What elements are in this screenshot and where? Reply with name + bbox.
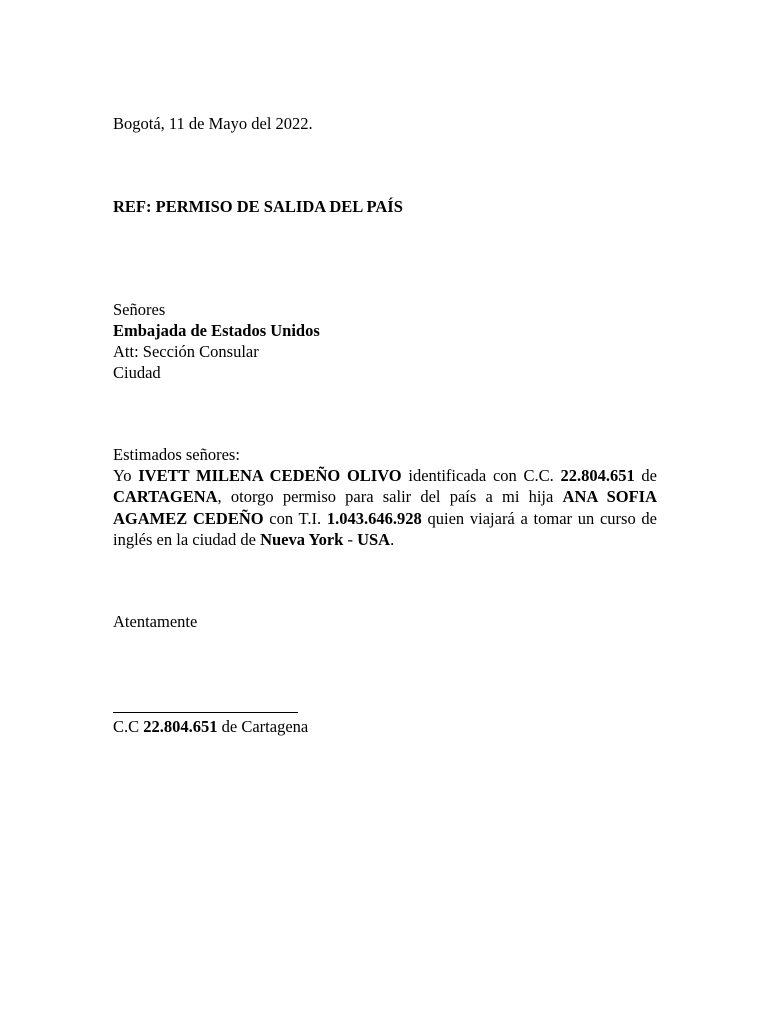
letter-body (113, 465, 657, 550)
closing: Atentamente (113, 612, 198, 631)
recipient-attention: Att: Sección Consular (113, 342, 259, 361)
signature-prefix: C.C (113, 717, 144, 736)
destination-country: USA (357, 529, 391, 549)
id-issue-city: CARTAGENA (113, 487, 218, 507)
body-text: de (634, 466, 658, 485)
mother-name: IVETT MILENA CEDEÑO OLIVO (138, 466, 402, 485)
destination-city: Nueva York (260, 529, 344, 549)
signature-line (113, 712, 298, 713)
body-text: - (343, 529, 358, 549)
signature-id-number: 22.804.651 (143, 717, 218, 736)
body-text: identificada con C.C. (401, 466, 561, 485)
body-text: con T.I. (263, 508, 327, 528)
date-line: Bogotá, 11 de Mayo del 2022. (113, 114, 313, 133)
mother-id-number: 22.804.651 (560, 466, 635, 485)
body-text: quien viajará a tomar un curso de inglés en la ciudad de (113, 508, 658, 549)
body-text: . (390, 529, 395, 549)
signature-id (113, 716, 308, 737)
body-text: Yo (113, 466, 139, 485)
child-id-number: 1.043.646.928 (326, 508, 422, 528)
greeting: Estimados señores: (113, 445, 240, 464)
signature-suffix: de Cartagena (217, 717, 309, 736)
reference-line: REF: PERMISO DE SALIDA DEL PAÍS (113, 197, 403, 216)
body-text: , otorgo permiso para salir del país a mi hija (217, 487, 563, 507)
recipient-city: Ciudad (113, 363, 161, 382)
recipient-salutation: Señores (113, 300, 166, 319)
child-name: ANA SOFIA AGAMEZ CEDEÑO (113, 487, 658, 528)
recipient-organization: Embajada de Estados Unidos (113, 321, 320, 340)
